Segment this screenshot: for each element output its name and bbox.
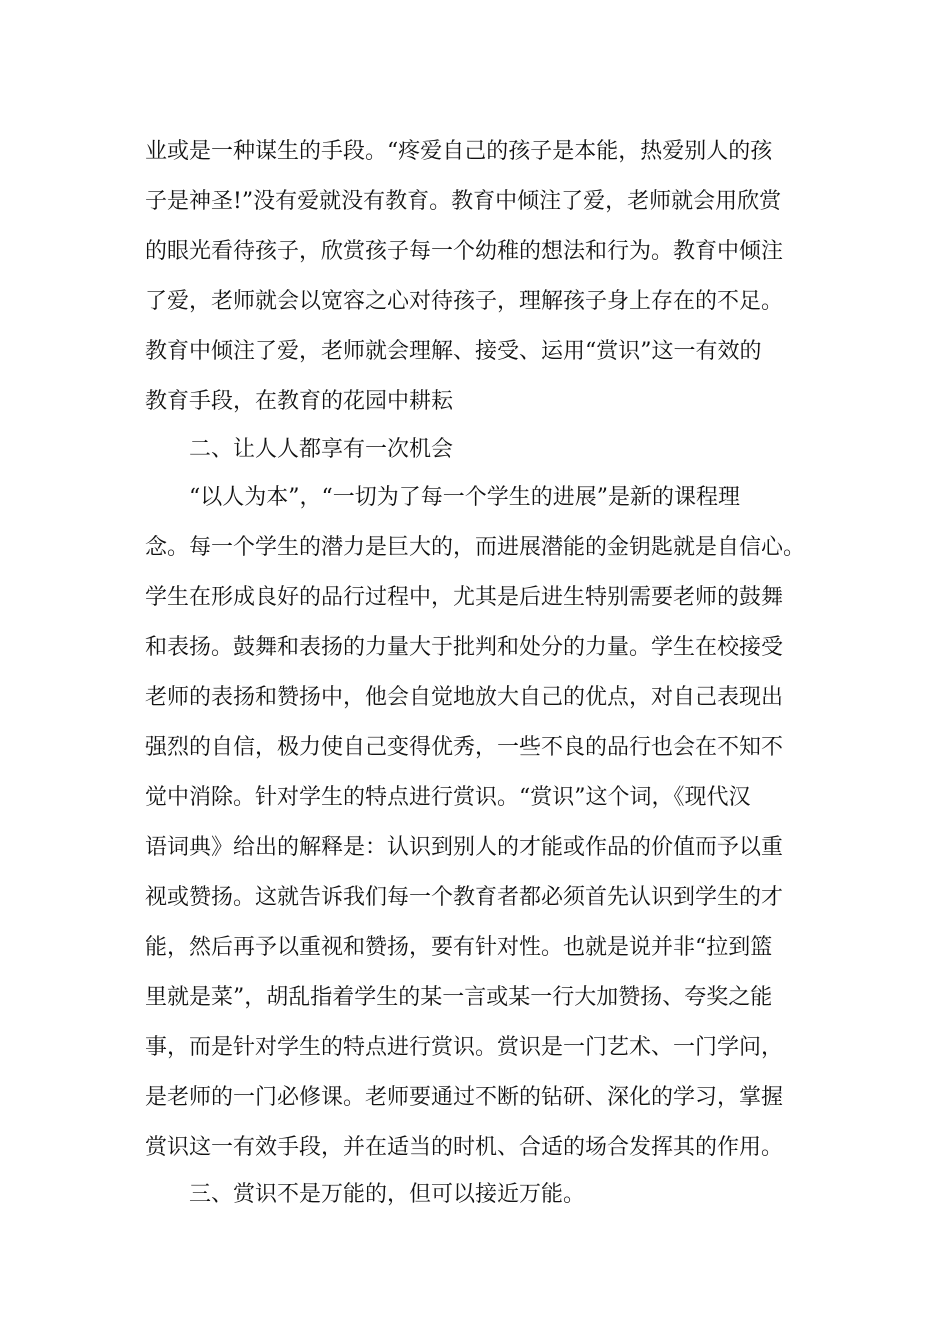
text-line: “以人为本”，“一切为了每一个学生的进展”是新的课程理 — [189, 485, 740, 510]
text-line: 教育中倾注了爱，老师就会理解、接受、运用“赏识”这一有效的 — [145, 339, 762, 364]
text-line: 赏识这一有效手段，并在适当的时机、合适的场合发挥其的作用。 — [145, 1135, 784, 1160]
text-line: 强烈的自信，极力使自己变得优秀，一些不良的品行也会在不知不 — [145, 735, 784, 760]
text-line: 了爱，老师就会以宽容之心对待孩子，理解孩子身上存在的不足。 — [145, 289, 784, 314]
text-line: 学生在形成良好的品行过程中，尤其是后进生特别需要老师的鼓舞 — [145, 585, 784, 610]
text-line: 视或赞扬。这就告诉我们每一个教育者都必须首先认识到学生的才 — [145, 885, 784, 910]
section-heading-2: 二、让人人都享有一次机会 — [189, 437, 454, 462]
text-line: 里就是菜”，胡乱指着学生的某一言或某一行大加赞扬、夸奖之能 — [145, 985, 773, 1010]
text-line: 事，而是针对学生的特点进行赏识。赏识是一门艺术、一门学问， — [145, 1035, 784, 1060]
text-line: 能，然后再予以重视和赞扬，要有针对性。也就是说并非“拉到篮 — [145, 935, 773, 960]
text-line: 语词典》给出的解释是：认识到别人的才能或作品的价值而予以重 — [145, 835, 784, 860]
text-line: 子是神圣!”没有爱就没有教育。教育中倾注了爱，老师就会用欣赏 — [145, 189, 782, 214]
text-line: 和表扬。鼓舞和表扬的力量大于批判和处分的力量。学生在校接受 — [145, 635, 784, 660]
text-line: 教育手段，在教育的花园中耕耘 — [145, 389, 454, 414]
text-line: 觉中消除。针对学生的特点进行赏识。“赏识”这个词，《现代汉 — [145, 785, 751, 810]
paragraph-1 — [145, 127, 810, 427]
section-heading-3: 三、赏识不是万能的，但可以接近万能。 — [189, 1182, 586, 1207]
text-line: 的眼光看待孩子，欣赏孩子每一个幼稚的想法和行为。教育中倾注 — [145, 239, 784, 264]
text-line: 业或是一种谋生的手段。“疼爱自己的孩子是本能，热爱别人的孩 — [145, 139, 773, 164]
text-line: 是老师的一门必修课。老师要通过不断的钻研、深化的学习，掌握 — [145, 1085, 784, 1110]
text-line: 老师的表扬和赞扬中，他会自觉地放大自己的优点，对自己表现出 — [145, 685, 784, 710]
paragraph-2 — [145, 473, 810, 1173]
text-line: 念。每一个学生的潜力是巨大的，而进展潜能的金钥匙就是自信心。 — [145, 535, 806, 560]
